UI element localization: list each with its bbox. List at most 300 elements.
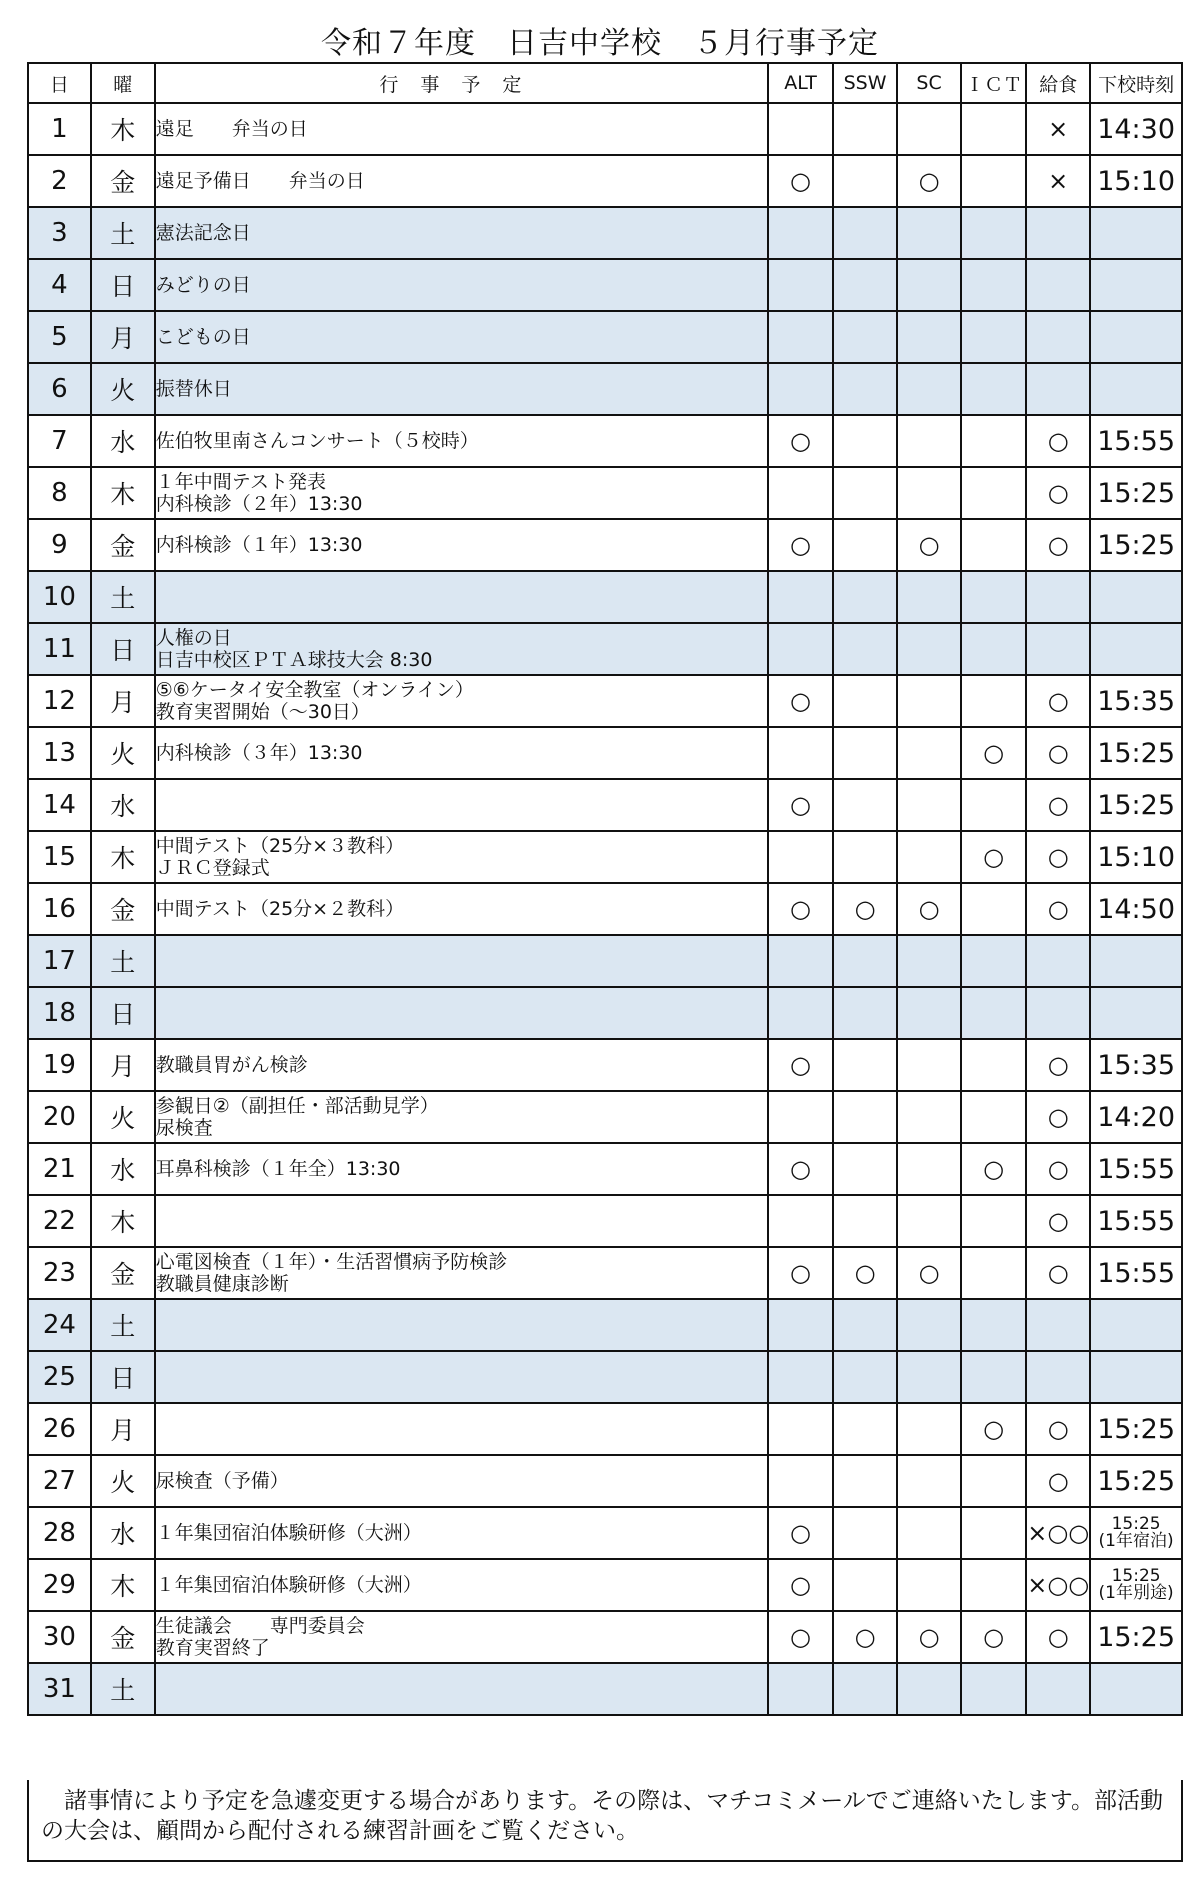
day-cell: 29 [28,1559,91,1611]
day-cell: 17 [28,935,91,987]
dismissal-cell: 14:20 [1090,1091,1182,1143]
table-row [28,1559,1182,1611]
dismissal-cell: 15:55 [1090,415,1182,467]
day-cell: 5 [28,311,91,363]
alt-cell [768,571,833,623]
weekday-cell: 月 [91,1403,155,1455]
table-row [28,883,1182,935]
sc-cell [897,1299,961,1351]
events-cell: 心電図検査（１年）・生活習慣病予防検診 教職員健康診断 [155,1247,768,1299]
ssw-cell [833,1559,897,1611]
dismissal-cell [1090,311,1182,363]
ssw-cell [833,1299,897,1351]
table-row [28,467,1182,519]
weekday-cell: 月 [91,311,155,363]
day-cell: 16 [28,883,91,935]
ict-cell: ○ [961,1143,1026,1195]
lunch-cell: ○ [1026,1403,1090,1455]
lunch-cell: ○ [1026,1247,1090,1299]
events-cell: 中間テスト（25分×３教科） ＪＲＣ登録式 [155,831,768,883]
ict-cell [961,883,1026,935]
day-cell: 22 [28,1195,91,1247]
ssw-cell [833,1403,897,1455]
alt-cell [768,935,833,987]
events-cell: １年集団宿泊体験研修（大洲） [155,1559,768,1611]
day-cell: 23 [28,1247,91,1299]
lunch-cell [1026,259,1090,311]
lunch-cell: ○ [1026,831,1090,883]
events-cell: 振替休日 [155,363,768,415]
events-cell [155,779,768,831]
weekday-cell: 火 [91,1455,155,1507]
events-cell: １年集団宿泊体験研修（大洲） [155,1507,768,1559]
weekday-cell: 火 [91,727,155,779]
ssw-cell [833,311,897,363]
sc-cell: ○ [897,1247,961,1299]
ssw-cell [833,259,897,311]
alt-cell [768,363,833,415]
day-cell: 31 [28,1663,91,1715]
table-row [28,1403,1182,1455]
day-cell: 8 [28,467,91,519]
day-cell: 6 [28,363,91,415]
sc-cell [897,623,961,675]
day-cell: 10 [28,571,91,623]
dismissal-cell: 15:25 [1090,1611,1182,1663]
header-weekday: 曜 [91,63,155,103]
lunch-cell [1026,623,1090,675]
ssw-cell [833,987,897,1039]
events-cell: 人権の日 日吉中校区ＰＴＡ球技大会 8:30 [155,623,768,675]
events-cell [155,1351,768,1403]
weekday-cell: 土 [91,571,155,623]
alt-cell: ○ [768,1507,833,1559]
sc-cell [897,935,961,987]
events-cell: ⑤⑥ケータイ安全教室（オンライン） 教育実習開始（～30日） [155,675,768,727]
sc-cell [897,1143,961,1195]
sc-cell [897,831,961,883]
ict-cell [961,207,1026,259]
day-cell: 13 [28,727,91,779]
lunch-cell: ○ [1026,727,1090,779]
weekday-cell: 日 [91,1351,155,1403]
weekday-cell: 木 [91,467,155,519]
lunch-cell: ○ [1026,519,1090,571]
alt-cell: ○ [768,415,833,467]
sc-cell: ○ [897,1611,961,1663]
ict-cell [961,1455,1026,1507]
ssw-cell [833,831,897,883]
alt-cell [768,1091,833,1143]
sc-cell [897,207,961,259]
alt-cell: ○ [768,519,833,571]
alt-cell [768,987,833,1039]
ssw-cell [833,519,897,571]
table-row [28,1091,1182,1143]
table-row [28,1663,1182,1715]
schedule-table [27,62,1183,1716]
lunch-cell [1026,987,1090,1039]
ict-cell [961,519,1026,571]
sc-cell [897,259,961,311]
alt-cell [768,1299,833,1351]
dismissal-cell [1090,363,1182,415]
ict-cell [961,935,1026,987]
events-cell: 憲法記念日 [155,207,768,259]
day-cell: 4 [28,259,91,311]
alt-cell: ○ [768,1247,833,1299]
table-row [28,1611,1182,1663]
dismissal-cell [1090,935,1182,987]
sc-cell [897,415,961,467]
ict-cell [961,259,1026,311]
day-cell: 18 [28,987,91,1039]
dismissal-cell: 14:30 [1090,103,1182,155]
ict-cell: ○ [961,1611,1026,1663]
ssw-cell: ○ [833,1247,897,1299]
lunch-cell [1026,1663,1090,1715]
ssw-cell [833,1663,897,1715]
dismissal-cell: 14:50 [1090,883,1182,935]
table-row [28,1351,1182,1403]
weekday-cell: 木 [91,103,155,155]
ssw-cell [833,779,897,831]
ict-cell: ○ [961,727,1026,779]
ict-cell [961,1559,1026,1611]
ssw-cell [833,623,897,675]
sc-cell: ○ [897,883,961,935]
events-cell: 佐伯牧里南さんコンサート（５校時） [155,415,768,467]
header-row [28,63,1182,103]
day-cell: 1 [28,103,91,155]
sc-cell [897,1455,961,1507]
weekday-cell: 土 [91,207,155,259]
events-cell: 尿検査（予備） [155,1455,768,1507]
weekday-cell: 土 [91,1663,155,1715]
table-row [28,415,1182,467]
day-cell: 26 [28,1403,91,1455]
dismissal-cell [1090,1663,1182,1715]
sc-cell [897,1039,961,1091]
weekday-cell: 水 [91,1507,155,1559]
ssw-cell [833,727,897,779]
alt-cell [768,1351,833,1403]
weekday-cell: 火 [91,363,155,415]
dismissal-cell: 15:25 [1090,1403,1182,1455]
sc-cell [897,675,961,727]
ssw-cell [833,1351,897,1403]
header-ssw: SSW [833,63,897,103]
alt-cell [768,1663,833,1715]
weekday-cell: 月 [91,675,155,727]
lunch-cell [1026,207,1090,259]
day-cell: 7 [28,415,91,467]
day-cell: 19 [28,1039,91,1091]
weekday-cell: 金 [91,1611,155,1663]
header-lunch: 給食 [1026,63,1090,103]
ict-cell [961,103,1026,155]
ssw-cell: ○ [833,1611,897,1663]
alt-cell [768,311,833,363]
ict-cell [961,1195,1026,1247]
table-row [28,571,1182,623]
table-row [28,1195,1182,1247]
lunch-cell: ○ [1026,1195,1090,1247]
events-cell [155,1403,768,1455]
dismissal-cell: 15:25 [1090,1455,1182,1507]
events-cell: 参観日②（副担任・部活動見学） 尿検査 [155,1091,768,1143]
ict-cell: ○ [961,831,1026,883]
header-day: 日 [28,63,91,103]
table-row [28,1247,1182,1299]
lunch-cell: ○ [1026,675,1090,727]
events-cell [155,987,768,1039]
events-cell: 内科検診（３年）13:30 [155,727,768,779]
dismissal-cell: 15:25 [1090,779,1182,831]
header-ict: ＩＣＴ [961,63,1026,103]
alt-cell: ○ [768,675,833,727]
day-cell: 21 [28,1143,91,1195]
ict-cell [961,779,1026,831]
lunch-cell: × [1026,103,1090,155]
dismissal-cell [1090,623,1182,675]
table-row [28,519,1182,571]
dismissal-cell [1090,987,1182,1039]
table-row [28,1455,1182,1507]
lunch-cell: ○ [1026,883,1090,935]
weekday-cell: 日 [91,987,155,1039]
sc-cell [897,987,961,1039]
alt-cell [768,623,833,675]
dismissal-cell: 15:55 [1090,1247,1182,1299]
day-cell: 14 [28,779,91,831]
day-cell: 27 [28,1455,91,1507]
lunch-cell [1026,363,1090,415]
ict-cell [961,675,1026,727]
dismissal-cell: 15:25 [1090,467,1182,519]
day-cell: 3 [28,207,91,259]
alt-cell [768,1403,833,1455]
ict-cell [961,1091,1026,1143]
ict-cell [961,1507,1026,1559]
weekday-cell: 水 [91,1143,155,1195]
weekday-cell: 金 [91,155,155,207]
lunch-cell: ○ [1026,779,1090,831]
weekday-cell: 火 [91,1091,155,1143]
dismissal-cell [1090,207,1182,259]
header-sc: SC [897,63,961,103]
alt-cell: ○ [768,883,833,935]
footer-note: 諸事情により予定を急遽変更する場合があります。その際は、マチコミメールでご連絡いたします。部活動の大会は、顧問から配付される練習計画をご覧ください。 [27,1780,1183,1862]
dismissal-cell: 15:25 [1090,727,1182,779]
weekday-cell: 木 [91,1559,155,1611]
ict-cell [961,363,1026,415]
schedule-body [28,103,1182,1715]
day-cell: 12 [28,675,91,727]
dismissal-cell [1090,1299,1182,1351]
table-row [28,1507,1182,1559]
alt-cell: ○ [768,1611,833,1663]
weekday-cell: 土 [91,1299,155,1351]
alt-cell [768,1455,833,1507]
ict-cell [961,1663,1026,1715]
table-row [28,311,1182,363]
ssw-cell [833,155,897,207]
table-row [28,987,1182,1039]
day-cell: 2 [28,155,91,207]
ict-cell [961,987,1026,1039]
table-row [28,1039,1182,1091]
events-cell [155,1195,768,1247]
alt-cell: ○ [768,1039,833,1091]
dismissal-cell [1090,1351,1182,1403]
weekday-cell: 木 [91,831,155,883]
ict-cell [961,415,1026,467]
table-row [28,259,1182,311]
table-row [28,1299,1182,1351]
header-events: 行事予定 [155,63,768,103]
lunch-cell: ○ [1026,467,1090,519]
lunch-cell: ○ [1026,1455,1090,1507]
table-row [28,1143,1182,1195]
ict-cell [961,155,1026,207]
ssw-cell [833,415,897,467]
ssw-cell [833,467,897,519]
ict-cell [961,311,1026,363]
ssw-cell [833,571,897,623]
events-cell [155,1299,768,1351]
ssw-cell [833,103,897,155]
sc-cell [897,363,961,415]
table-row [28,623,1182,675]
events-cell: 遠足 弁当の日 [155,103,768,155]
sc-cell [897,727,961,779]
weekday-cell: 水 [91,779,155,831]
events-cell: 教職員胃がん検診 [155,1039,768,1091]
ict-cell [961,1351,1026,1403]
day-cell: 28 [28,1507,91,1559]
dismissal-cell [1090,571,1182,623]
weekday-cell: 月 [91,1039,155,1091]
events-cell [155,935,768,987]
weekday-cell: 日 [91,259,155,311]
events-cell [155,571,768,623]
ict-cell [961,1299,1026,1351]
day-cell: 15 [28,831,91,883]
dismissal-cell: 15:10 [1090,831,1182,883]
weekday-cell: 金 [91,519,155,571]
day-cell: 30 [28,1611,91,1663]
alt-cell [768,103,833,155]
events-cell [155,1663,768,1715]
table-row [28,831,1182,883]
table-row [28,675,1182,727]
sc-cell [897,571,961,623]
lunch-cell: ○ [1026,415,1090,467]
table-row [28,155,1182,207]
lunch-cell [1026,935,1090,987]
table-row [28,363,1182,415]
alt-cell: ○ [768,1143,833,1195]
events-cell: 生徒議会 専門委員会 教育実習終了 [155,1611,768,1663]
lunch-cell: ×○○ [1026,1559,1090,1611]
weekday-cell: 金 [91,1247,155,1299]
lunch-cell: ○ [1026,1039,1090,1091]
weekday-cell: 水 [91,415,155,467]
dismissal-cell: 15:10 [1090,155,1182,207]
events-cell: 遠足予備日 弁当の日 [155,155,768,207]
ict-cell [961,623,1026,675]
ssw-cell [833,207,897,259]
sc-cell [897,467,961,519]
lunch-cell: × [1026,155,1090,207]
weekday-cell: 土 [91,935,155,987]
sc-cell [897,1195,961,1247]
day-cell: 11 [28,623,91,675]
events-cell: 内科検診（１年）13:30 [155,519,768,571]
dismissal-cell: 15:35 [1090,675,1182,727]
table-row [28,207,1182,259]
sc-cell [897,311,961,363]
dismissal-cell: 15:25 [1090,519,1182,571]
weekday-cell: 金 [91,883,155,935]
dismissal-cell: 15:25 (1年宿泊) [1090,1507,1182,1559]
ssw-cell [833,363,897,415]
ssw-cell: ○ [833,883,897,935]
table-row [28,779,1182,831]
events-cell: 中間テスト（25分×２教科） [155,883,768,935]
header-dismissal: 下校時刻 [1090,63,1182,103]
ssw-cell [833,675,897,727]
dismissal-cell: 15:35 [1090,1039,1182,1091]
ssw-cell [833,935,897,987]
lunch-cell [1026,571,1090,623]
events-cell: １年中間テスト発表 内科検診（２年）13:30 [155,467,768,519]
sc-cell [897,1403,961,1455]
sc-cell [897,1559,961,1611]
alt-cell [768,467,833,519]
ssw-cell [833,1455,897,1507]
alt-cell: ○ [768,1559,833,1611]
ict-cell [961,571,1026,623]
lunch-cell [1026,1299,1090,1351]
ict-cell: ○ [961,1403,1026,1455]
ict-cell [961,1039,1026,1091]
lunch-cell [1026,311,1090,363]
lunch-cell: ○ [1026,1611,1090,1663]
ict-cell [961,467,1026,519]
lunch-cell [1026,1351,1090,1403]
ict-cell [961,1247,1026,1299]
alt-cell [768,207,833,259]
table-row [28,727,1182,779]
alt-cell [768,259,833,311]
day-cell: 20 [28,1091,91,1143]
sc-cell: ○ [897,519,961,571]
ssw-cell [833,1195,897,1247]
alt-cell: ○ [768,779,833,831]
events-cell: こどもの日 [155,311,768,363]
lunch-cell: ○ [1026,1143,1090,1195]
alt-cell: ○ [768,155,833,207]
day-cell: 24 [28,1299,91,1351]
sc-cell [897,103,961,155]
ssw-cell [833,1143,897,1195]
ssw-cell [833,1039,897,1091]
dismissal-cell: 15:25 (1年別途) [1090,1559,1182,1611]
table-row [28,103,1182,155]
ssw-cell [833,1507,897,1559]
